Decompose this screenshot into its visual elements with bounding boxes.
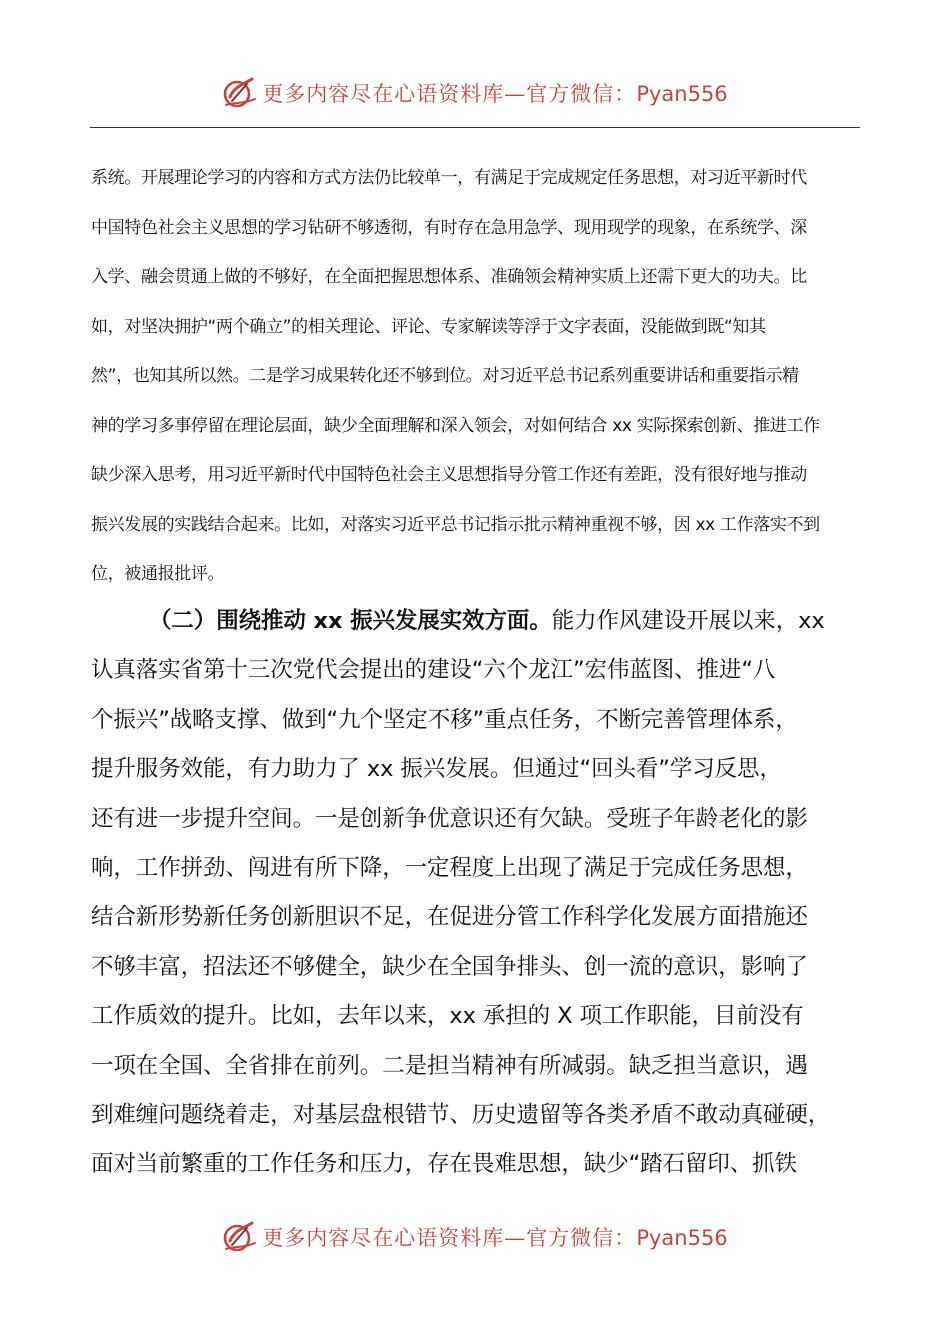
header-wechat-id: Pyan556 <box>636 82 728 106</box>
text-line: 到难缠问题绕着走，对基层盘根错节、历史遗留等各类矛盾不敢动真碰硬， <box>91 1101 831 1128</box>
text-line: 提升服务效能，有力助力了 xx 振兴发展。但通过“回头看”学习反思， <box>91 756 782 783</box>
text-line: 工作质效的提升。比如，去年以来，xx 承担的 X 项工作职能，目前没有 <box>91 1003 804 1030</box>
text-line: 结合新形势新任务创新胆识不足，在促进分管工作科学化发展方面措施还 <box>91 904 808 931</box>
footer-wechat-id: Pyan556 <box>636 1226 728 1250</box>
text-line: 一项在全国、全省排在前列。二是担当精神有所减弱。缺乏担当意识，遇 <box>91 1052 808 1079</box>
text-line: 如，对坚决拥护“两个确立”的相关理论、评论、专家解读等浮于文字表面，没能做到既“知其 <box>91 316 766 337</box>
text-line: 入学、融会贯通上做的不够好，在全面把握思想体系、准确领会精神实质上还需下更大的功夫。比 <box>91 267 807 287</box>
header-divider <box>90 127 860 128</box>
pen-signature-icon <box>222 75 258 111</box>
text-line: 缺少深入思考，用习近平新时代中国特色社会主义思想指导分管工作还有差距，没有很好地与推动 <box>91 465 807 485</box>
section-heading: （二）围绕推动 xx 振兴发展实效方面。 <box>149 608 552 634</box>
text-line: 然”，也知其所以然。二是学习成果转化还不够到位。对习近平总书记系列重要讲话和重要指示精 <box>91 366 799 386</box>
text-line: 位，被通报批评。 <box>91 564 225 584</box>
section-first-line-text: 能力作风建设开展以来，xx <box>551 608 825 634</box>
text-line: 中国特色社会主义思想的学习钻研不够透彻，有时存在急用急学、现用现学的现象，在系统学、深 <box>91 217 807 238</box>
text-line: 个振兴”战略支撑、做到“九个坚定不移”重点任务，不断完善管理体系， <box>91 706 798 733</box>
footer-watermark <box>0 1215 950 1259</box>
text-line: 还有进一步提升空间。一是创新争优意识还有欠缺。受班子年龄老化的影 <box>91 805 808 832</box>
text-line: 神的学习多事停留在理论层面，缺少全面理解和深入领会，对如何结合 xx 实际探索创新、推进工作 <box>91 415 820 436</box>
text-line: 认真落实省第十三次党代会提出的建设“六个龙江”宏伟蓝图、推进“八 <box>91 657 776 684</box>
text-line: 振兴发展的实践结合起来。比如，对落实习近平总书记指示批示精神重视不够，因 xx 工作落实不到 <box>91 514 820 535</box>
text-line: 不够丰富，招法还不够健全，缺少在全国争排头、创一流的意识，影响了 <box>91 953 808 980</box>
footer-watermark-text: 更多内容尽在心语资料库—官方微信：Pyan556 <box>262 1226 728 1250</box>
text-line: 响，工作拼劲、闯进有所下降，一定程度上出现了满足于完成任务思想， <box>91 854 808 881</box>
header-watermark <box>0 71 950 115</box>
section-paragraph <box>91 602 881 1195</box>
section-first-line <box>91 602 881 651</box>
pen-signature-icon <box>222 1219 258 1255</box>
continued-paragraph <box>91 163 871 609</box>
text-line: 系统。开展理论学习的内容和方式方法仍比较单一，有满足于完成规定任务思想，对习近平新时代 <box>91 168 807 188</box>
text-line: 面对当前繁重的工作任务和压力，存在畏难思想，缺少“踏石留印、抓铁 <box>91 1151 797 1178</box>
header-watermark-text: 更多内容尽在心语资料库—官方微信：Pyan556 <box>262 82 728 106</box>
